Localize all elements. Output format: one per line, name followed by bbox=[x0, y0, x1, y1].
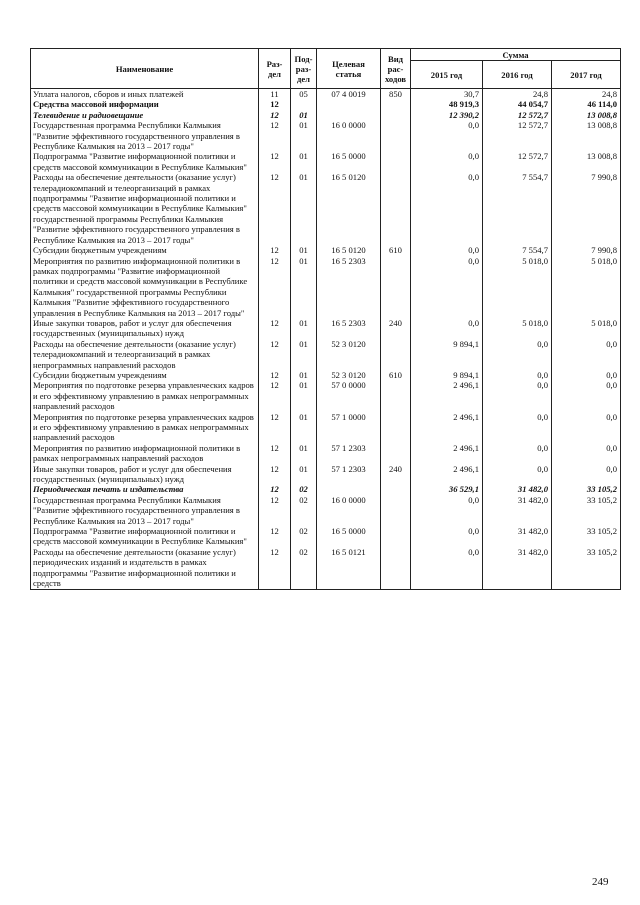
cell-name: Подпрограмма "Развитие информационной политики и средств массовой коммуникации в Республике Калмыкия" bbox=[31, 151, 259, 172]
cell-vid bbox=[381, 99, 411, 109]
cell-target: 57 1 0000 bbox=[317, 412, 381, 443]
cell-vid bbox=[381, 110, 411, 120]
cell-razdel: 12 bbox=[259, 370, 291, 380]
cell-podrazdel: 01 bbox=[291, 256, 317, 318]
cell-2016: 31 482,0 bbox=[483, 526, 552, 547]
cell-2017: 33 105,2 bbox=[552, 526, 621, 547]
cell-vid bbox=[381, 412, 411, 443]
cell-2015: 0,0 bbox=[411, 547, 483, 589]
cell-target bbox=[317, 99, 381, 109]
cell-vid bbox=[381, 339, 411, 370]
cell-target: 07 4 0019 bbox=[317, 89, 381, 100]
cell-name: Расходы на обеспечение деятельности (оказание услуг) телерадиокомпаний и телеорганизаций в рамках подпрограммы "Развитие информационной политики и средств массовой коммуникации в Республике Калмыкия" государственной программы Республики Калмыкия "Развитие эффективного государственного управления в Республике Калмыкия на 2013 – 2017 годы" bbox=[31, 172, 259, 245]
page-number: 249 bbox=[592, 876, 609, 888]
cell-2015: 0,0 bbox=[411, 495, 483, 526]
cell-target: 57 1 2303 bbox=[317, 443, 381, 464]
cell-2017: 13 008,8 bbox=[552, 120, 621, 151]
cell-2017: 5 018,0 bbox=[552, 318, 621, 339]
cell-name: Мероприятия по подготовке резерва управленческих кадров и его эффективному управлению в рамках непрограммных направлений расходов bbox=[31, 412, 259, 443]
cell-razdel: 12 bbox=[259, 495, 291, 526]
cell-2017: 33 105,2 bbox=[552, 484, 621, 494]
cell-podrazdel: 02 bbox=[291, 526, 317, 547]
cell-razdel: 12 bbox=[259, 245, 291, 255]
cell-2017: 0,0 bbox=[552, 370, 621, 380]
header-razdel: Раз- дел bbox=[259, 49, 291, 89]
cell-2016: 31 482,0 bbox=[483, 495, 552, 526]
cell-2016: 31 482,0 bbox=[483, 547, 552, 589]
cell-2015: 9 894,1 bbox=[411, 370, 483, 380]
cell-razdel: 12 bbox=[259, 99, 291, 109]
cell-target: 16 5 0121 bbox=[317, 547, 381, 589]
cell-vid bbox=[381, 526, 411, 547]
cell-2015: 12 390,2 bbox=[411, 110, 483, 120]
cell-vid bbox=[381, 495, 411, 526]
cell-2016: 0,0 bbox=[483, 380, 552, 411]
table-row bbox=[31, 151, 621, 172]
cell-razdel: 12 bbox=[259, 151, 291, 172]
cell-2015: 36 529,1 bbox=[411, 484, 483, 494]
cell-2015: 0,0 bbox=[411, 120, 483, 151]
cell-2015: 2 496,1 bbox=[411, 464, 483, 485]
cell-name: Средства массовой информации bbox=[31, 99, 259, 109]
header-podrazdel: Под- раз- дел bbox=[291, 49, 317, 89]
cell-vid: 610 bbox=[381, 370, 411, 380]
cell-name: Телевидение и радиовещание bbox=[31, 110, 259, 120]
cell-2017: 13 008,8 bbox=[552, 110, 621, 120]
cell-name: Расходы на обеспечение деятельности (оказание услуг) периодических изданий и издательств в рамках подпрограммы "Развитие информационной политики и средств bbox=[31, 547, 259, 589]
budget-table bbox=[30, 48, 621, 590]
cell-podrazdel: 01 bbox=[291, 110, 317, 120]
cell-target: 16 5 2303 bbox=[317, 256, 381, 318]
cell-podrazdel: 01 bbox=[291, 443, 317, 464]
cell-2017: 0,0 bbox=[552, 464, 621, 485]
cell-razdel: 12 bbox=[259, 120, 291, 151]
cell-2016: 7 554,7 bbox=[483, 245, 552, 255]
cell-podrazdel: 01 bbox=[291, 380, 317, 411]
cell-name: Мероприятия по развитию информационной политики в рамках подпрограммы "Развитие информационной политики и средств массовой коммуникации в Республике Калмыкия" государственной программы Республики Калмыкия "Развитие эффективного государственного управления в Республике Калмыкия на 2013 – 2017 годы" bbox=[31, 256, 259, 318]
cell-target: 57 1 2303 bbox=[317, 464, 381, 485]
cell-razdel: 12 bbox=[259, 172, 291, 245]
cell-2016: 5 018,0 bbox=[483, 318, 552, 339]
cell-podrazdel: 05 bbox=[291, 89, 317, 100]
cell-vid: 610 bbox=[381, 245, 411, 255]
header-target: Целевая статья bbox=[317, 49, 381, 89]
cell-2015: 0,0 bbox=[411, 256, 483, 318]
cell-razdel: 12 bbox=[259, 380, 291, 411]
table-row bbox=[31, 484, 621, 494]
cell-podrazdel: 01 bbox=[291, 318, 317, 339]
cell-vid: 240 bbox=[381, 464, 411, 485]
cell-target bbox=[317, 110, 381, 120]
cell-2017: 7 990,8 bbox=[552, 172, 621, 245]
cell-podrazdel: 01 bbox=[291, 412, 317, 443]
cell-target: 16 0 0000 bbox=[317, 495, 381, 526]
header-year-2016: 2016 год bbox=[483, 61, 552, 89]
cell-2015: 30,7 bbox=[411, 89, 483, 100]
cell-name: Подпрограмма "Развитие информационной политики и средств массовой коммуникации в Республике Калмыкия" bbox=[31, 526, 259, 547]
table-row bbox=[31, 412, 621, 443]
cell-2015: 48 919,3 bbox=[411, 99, 483, 109]
cell-name: Расходы на обеспечение деятельности (оказание услуг) телерадиокомпаний и телеорганизаций в рамках непрограммных направлений расходов bbox=[31, 339, 259, 370]
cell-razdel: 12 bbox=[259, 110, 291, 120]
cell-2016: 7 554,7 bbox=[483, 172, 552, 245]
header-vid: Вид рас- ходов bbox=[381, 49, 411, 89]
cell-2016: 31 482,0 bbox=[483, 484, 552, 494]
cell-vid: 240 bbox=[381, 318, 411, 339]
header-sum: Сумма bbox=[411, 49, 621, 61]
cell-target: 16 5 2303 bbox=[317, 318, 381, 339]
cell-2015: 0,0 bbox=[411, 151, 483, 172]
table-row bbox=[31, 172, 621, 245]
cell-2017: 33 105,2 bbox=[552, 547, 621, 589]
cell-vid bbox=[381, 151, 411, 172]
cell-name: Иные закупки товаров, работ и услуг для обеспечения государственных (муниципальных) нужд bbox=[31, 318, 259, 339]
cell-podrazdel: 01 bbox=[291, 172, 317, 245]
cell-razdel: 12 bbox=[259, 464, 291, 485]
cell-target: 16 0 0000 bbox=[317, 120, 381, 151]
cell-2016: 44 054,7 bbox=[483, 99, 552, 109]
cell-podrazdel: 01 bbox=[291, 245, 317, 255]
cell-name: Государственная программа Республики Калмыкия "Развитие эффективного государственного управления в Республике Калмыкия на 2013 – 2017 годы" bbox=[31, 495, 259, 526]
cell-vid bbox=[381, 380, 411, 411]
cell-podrazdel: 02 bbox=[291, 495, 317, 526]
cell-vid: 850 bbox=[381, 89, 411, 100]
cell-2016: 0,0 bbox=[483, 412, 552, 443]
cell-name: Периодическая печать и издательства bbox=[31, 484, 259, 494]
table-row bbox=[31, 526, 621, 547]
cell-2017: 24,8 bbox=[552, 89, 621, 100]
cell-target: 52 3 0120 bbox=[317, 339, 381, 370]
cell-podrazdel: 01 bbox=[291, 339, 317, 370]
cell-2015: 0,0 bbox=[411, 526, 483, 547]
cell-2017: 0,0 bbox=[552, 339, 621, 370]
table-row bbox=[31, 89, 621, 100]
table-row bbox=[31, 339, 621, 370]
table-row bbox=[31, 99, 621, 109]
cell-2016: 0,0 bbox=[483, 370, 552, 380]
cell-2017: 7 990,8 bbox=[552, 245, 621, 255]
cell-2015: 0,0 bbox=[411, 318, 483, 339]
cell-podrazdel: 01 bbox=[291, 120, 317, 151]
cell-target bbox=[317, 484, 381, 494]
table-row bbox=[31, 495, 621, 526]
cell-razdel: 12 bbox=[259, 256, 291, 318]
cell-2015: 2 496,1 bbox=[411, 380, 483, 411]
cell-name: Уплата налогов, сборов и иных платежей bbox=[31, 89, 259, 100]
cell-2015: 2 496,1 bbox=[411, 412, 483, 443]
cell-2017: 0,0 bbox=[552, 412, 621, 443]
cell-2017: 13 008,8 bbox=[552, 151, 621, 172]
cell-podrazdel: 01 bbox=[291, 464, 317, 485]
cell-2017: 0,0 bbox=[552, 443, 621, 464]
cell-razdel: 12 bbox=[259, 526, 291, 547]
table-row bbox=[31, 256, 621, 318]
cell-target: 16 5 0120 bbox=[317, 245, 381, 255]
table-row bbox=[31, 443, 621, 464]
cell-2016: 24,8 bbox=[483, 89, 552, 100]
table-row bbox=[31, 245, 621, 255]
cell-2016: 0,0 bbox=[483, 464, 552, 485]
cell-2017: 46 114,0 bbox=[552, 99, 621, 109]
cell-vid bbox=[381, 172, 411, 245]
budget-table-page bbox=[30, 48, 620, 590]
cell-podrazdel: 02 bbox=[291, 547, 317, 589]
header-year-2015: 2015 год bbox=[411, 61, 483, 89]
table-row bbox=[31, 110, 621, 120]
header-name: Наименование bbox=[31, 49, 259, 89]
table-body bbox=[31, 89, 621, 590]
table-row bbox=[31, 318, 621, 339]
cell-2016: 12 572,7 bbox=[483, 110, 552, 120]
cell-target: 16 5 0120 bbox=[317, 172, 381, 245]
cell-vid bbox=[381, 484, 411, 494]
cell-2017: 5 018,0 bbox=[552, 256, 621, 318]
cell-target: 52 3 0120 bbox=[317, 370, 381, 380]
cell-2016: 5 018,0 bbox=[483, 256, 552, 318]
cell-target: 16 5 0000 bbox=[317, 526, 381, 547]
table-header bbox=[31, 49, 621, 89]
cell-razdel: 12 bbox=[259, 318, 291, 339]
cell-name: Субсидии бюджетным учреждениям bbox=[31, 245, 259, 255]
cell-razdel: 12 bbox=[259, 412, 291, 443]
cell-name: Мероприятия по развитию информационной политики в рамках непрограммных направлений расходов bbox=[31, 443, 259, 464]
cell-name: Государственная программа Республики Калмыкия "Развитие эффективного государственного управления в Республике Калмыкия на 2013 – 2017 годы" bbox=[31, 120, 259, 151]
cell-podrazdel: 02 bbox=[291, 484, 317, 494]
cell-2017: 0,0 bbox=[552, 380, 621, 411]
cell-2016: 12 572,7 bbox=[483, 120, 552, 151]
table-row bbox=[31, 380, 621, 411]
header-year-2017: 2017 год bbox=[552, 61, 621, 89]
cell-name: Мероприятия по подготовке резерва управленческих кадров и его эффективному управлению в рамках непрограммных направлений расходов bbox=[31, 380, 259, 411]
cell-podrazdel: 01 bbox=[291, 151, 317, 172]
cell-2016: 12 572,7 bbox=[483, 151, 552, 172]
cell-vid bbox=[381, 120, 411, 151]
cell-2015: 2 496,1 bbox=[411, 443, 483, 464]
table-row bbox=[31, 370, 621, 380]
cell-razdel: 12 bbox=[259, 484, 291, 494]
table-row bbox=[31, 120, 621, 151]
cell-razdel: 12 bbox=[259, 547, 291, 589]
cell-2015: 9 894,1 bbox=[411, 339, 483, 370]
cell-podrazdel bbox=[291, 99, 317, 109]
table-row bbox=[31, 547, 621, 589]
cell-2015: 0,0 bbox=[411, 245, 483, 255]
cell-2016: 0,0 bbox=[483, 339, 552, 370]
cell-target: 16 5 0000 bbox=[317, 151, 381, 172]
cell-razdel: 12 bbox=[259, 339, 291, 370]
cell-2017: 33 105,2 bbox=[552, 495, 621, 526]
cell-vid bbox=[381, 256, 411, 318]
cell-2015: 0,0 bbox=[411, 172, 483, 245]
cell-2016: 0,0 bbox=[483, 443, 552, 464]
cell-vid bbox=[381, 443, 411, 464]
cell-vid bbox=[381, 547, 411, 589]
cell-name: Субсидии бюджетным учреждениям bbox=[31, 370, 259, 380]
cell-target: 57 0 0000 bbox=[317, 380, 381, 411]
cell-razdel: 11 bbox=[259, 89, 291, 100]
cell-razdel: 12 bbox=[259, 443, 291, 464]
cell-name: Иные закупки товаров, работ и услуг для обеспечения государственных (муниципальных) нужд bbox=[31, 464, 259, 485]
cell-podrazdel: 01 bbox=[291, 370, 317, 380]
table-row bbox=[31, 464, 621, 485]
